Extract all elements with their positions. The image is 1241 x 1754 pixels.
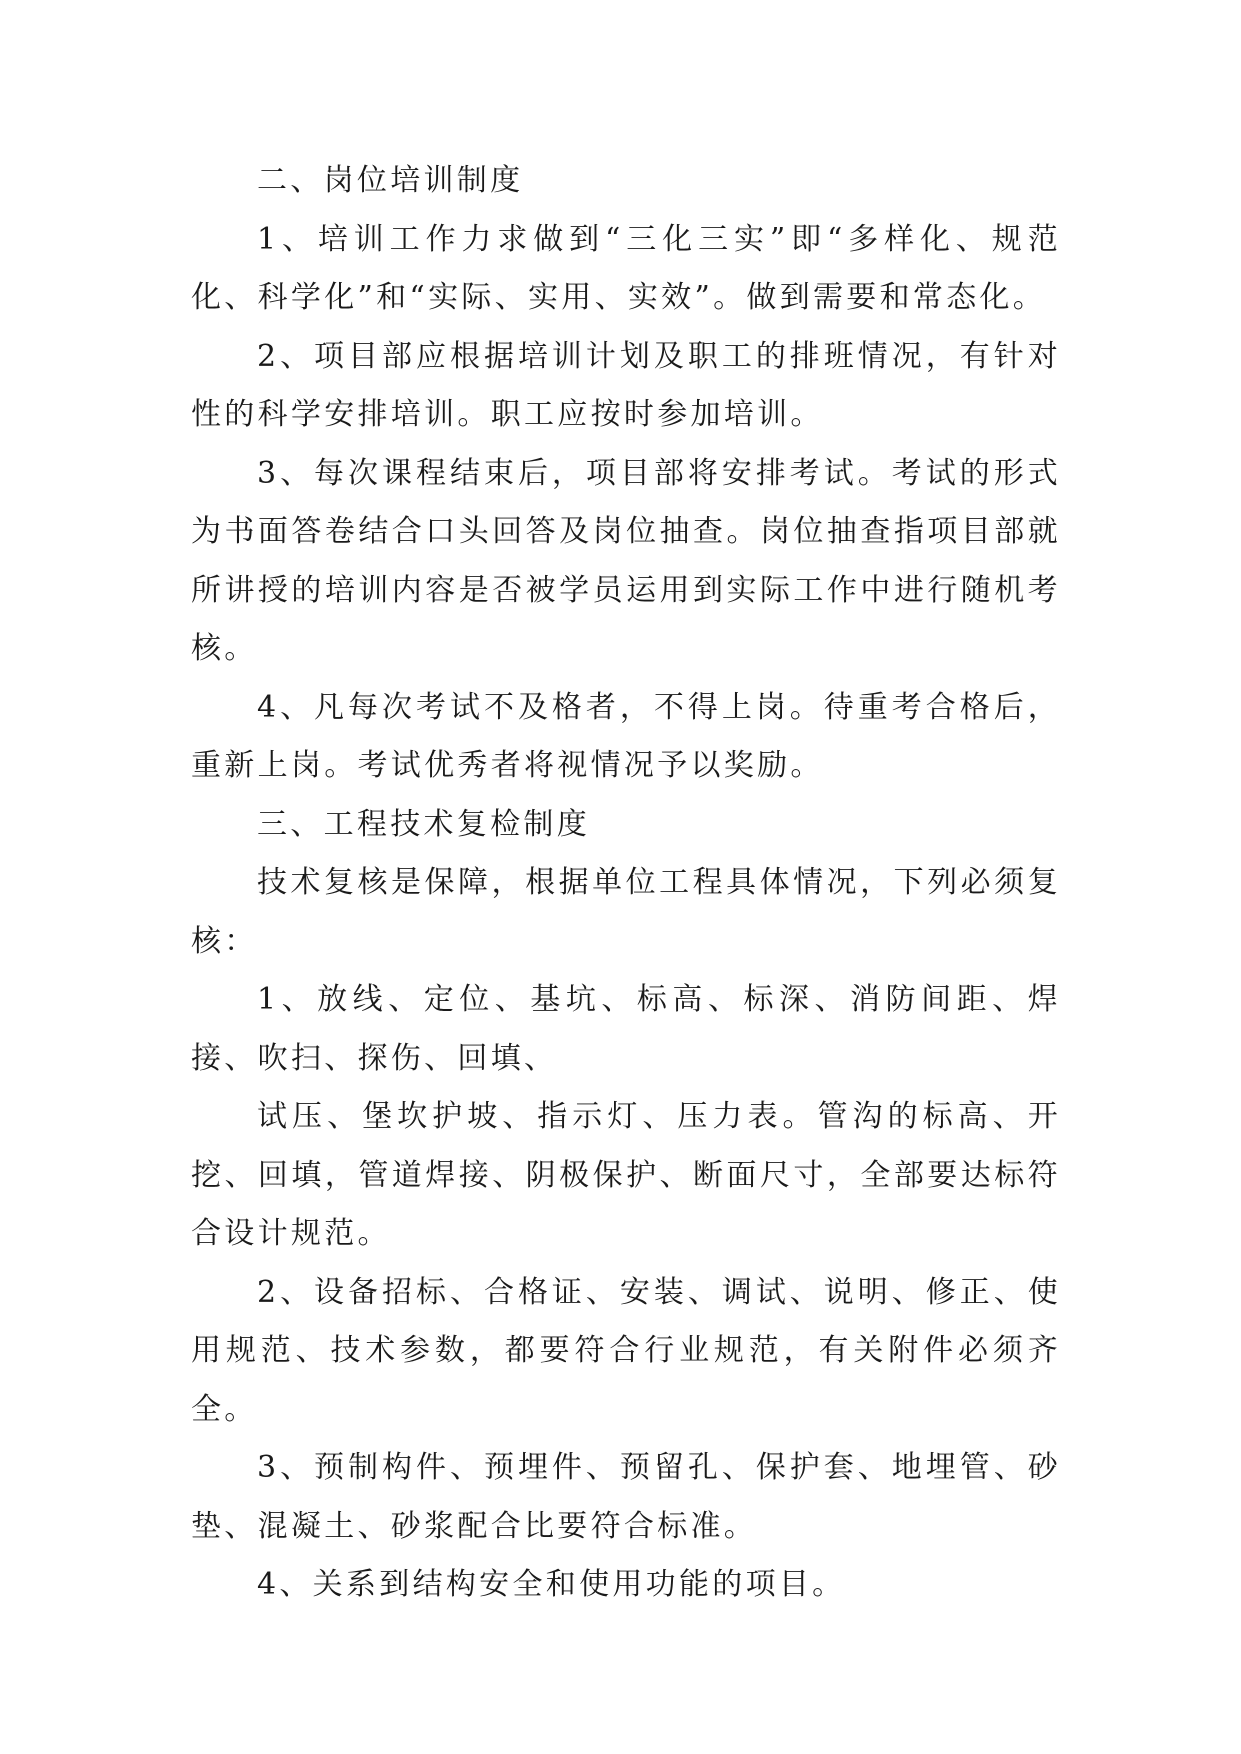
document-page — [191, 152, 1061, 1615]
training-item-2: 2、项目部应根据培训计划及职工的排班情况，有针对性的科学安排培训。职工应按时参加培训。 — [191, 338, 1061, 432]
training-item-4: 4、凡每次考试不及格者，不得上岗。待重考合格后，重新上岗。考试优秀者将视情况予以奖励。 — [191, 689, 1061, 783]
recheck-item-1: 1、放线、定位、基坑、标高、标深、消防间距、焊接、吹扫、探伤、回填、 — [191, 982, 1061, 1076]
training-item-1: 1、培训工作力求做到“三化三实”即“多样化、规范化、科学化”和“实际、实用、实效”。做到需要和常态化。 — [191, 221, 1061, 315]
section-heading-technical-recheck: 三、工程技术复检制度 — [257, 806, 590, 842]
recheck-item-2: 2、设备招标、合格证、安装、调试、说明、修正、使用规范、技术参数，都要符合行业规范，有关附件必须齐全。 — [191, 1274, 1061, 1427]
recheck-item-4: 4、关系到结构安全和使用功能的项目。 — [257, 1567, 846, 1602]
recheck-item-3: 3、预制构件、预埋件、预留孔、保护套、地埋管、砂垫、混凝土、砂浆配合比要符合标准。 — [191, 1450, 1061, 1544]
training-item-3: 3、每次课程结束后，项目部将安排考试。考试的形式为书面答卷结合口头回答及岗位抽查。岗位抽查指项目部就所讲授的培训内容是否被学员运用到实际工作中进行随机考核。 — [191, 455, 1061, 666]
recheck-intro: 技术复核是保障，根据单位工程具体情况，下列必须复核： — [191, 865, 1061, 959]
recheck-item-1-continued: 试压、堡坎护坡、指示灯、压力表。管沟的标高、开挖、回填，管道焊接、阴极保护、断面尺寸，全部要达标符合设计规范。 — [191, 1099, 1061, 1251]
section-heading-job-training: 二、岗位培训制度 — [257, 163, 524, 198]
